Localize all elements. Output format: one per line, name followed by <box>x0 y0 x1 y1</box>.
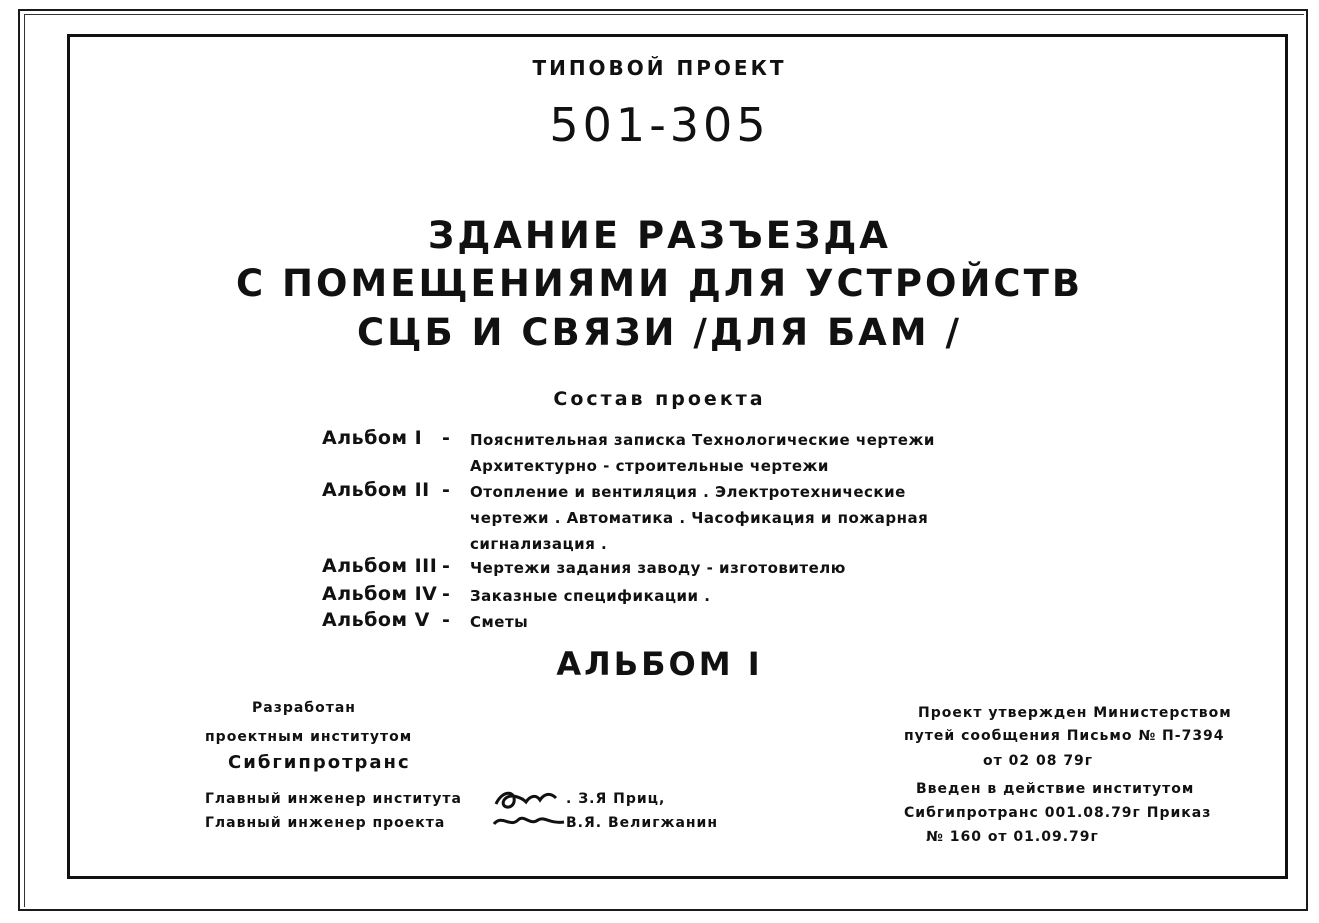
album-2-dash: - <box>442 479 451 501</box>
signature-2-name: В.Я. Велигжанин <box>566 815 719 831</box>
album-1-desc-line-1: Пояснительная записка Технологические чертежи <box>470 431 935 449</box>
title-line-2: С ПОМЕЩЕНИЯМИ ДЛЯ УСТРОЙСТВ <box>235 262 1084 305</box>
album-2-label: Альбом II <box>322 479 430 501</box>
chief-engineer-institute-label: Главный инженер института <box>205 791 462 807</box>
current-album-title: АЛЬБОМ I <box>556 645 763 683</box>
composition-heading: Состав проекта <box>553 388 766 410</box>
album-5-dash: - <box>442 609 451 631</box>
signature-2-icon <box>488 810 568 834</box>
title-line-1: ЗДАНИЕ РАЗЪЕЗДА <box>428 214 891 257</box>
developer-institute-name: Сибгипротранс <box>228 752 411 773</box>
project-number: 501-305 <box>549 98 770 152</box>
album-4-desc-line-1: Заказные спецификации . <box>470 587 711 605</box>
album-4-dash: - <box>442 583 451 605</box>
title-line-3: СЦБ И СВЯЗИ /ДЛЯ БАМ / <box>356 311 962 354</box>
album-2-desc-line-3: сигнализация . <box>470 535 608 553</box>
album-4-label: Альбом IV <box>322 583 438 605</box>
album-3-desc-line-1: Чертежи задания заводу - изготовителю <box>470 559 846 577</box>
album-2-desc-line-1: Отопление и вентиляция . Электротехнические <box>470 483 906 501</box>
approval-line-2: путей сообщения Письмо № П-7394 <box>904 728 1225 744</box>
approval-line-5: Сибгипротранс 001.08.79г Приказ <box>904 805 1212 821</box>
album-1-dash: - <box>442 427 451 449</box>
approval-line-6: № 160 от 01.09.79г <box>926 829 1099 845</box>
developer-line-1: Разработан <box>252 700 356 716</box>
album-3-dash: - <box>442 555 451 577</box>
developer-line-2: проектным институтом <box>205 729 413 745</box>
approval-line-1: Проект утвержден Министерством <box>918 705 1232 721</box>
album-1-label: Альбом I <box>322 427 423 449</box>
chief-engineer-project-label: Главный инженер проекта <box>205 815 446 831</box>
album-5-label: Альбом V <box>322 609 430 631</box>
album-3-label: Альбом III <box>322 555 438 577</box>
album-1-desc-line-2: Архитектурно - строительные чертежи <box>470 457 829 475</box>
approval-line-4: Введен в действие институтом <box>916 781 1195 797</box>
approval-line-3: от 02 08 79г <box>983 753 1094 769</box>
signature-1-name: . З.Я Приц, <box>566 791 666 807</box>
album-5-desc-line-1: Сметы <box>470 613 529 631</box>
album-2-desc-line-2: чертежи . Автоматика . Часофикация и пожарная <box>470 509 929 527</box>
project-type-label: ТИПОВОЙ ПРОЕКТ <box>532 56 787 80</box>
